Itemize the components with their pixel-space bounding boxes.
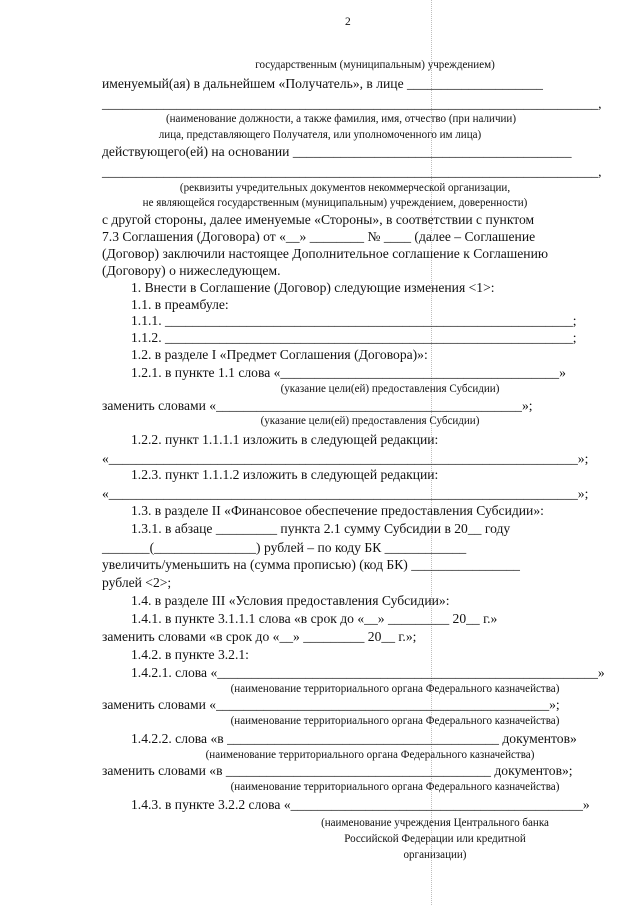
text-line: действующего(ей) на основании _________________________________________ (102, 144, 572, 159)
blank-line: _________________________________________________________________________, (102, 164, 602, 179)
text-line: _______(_______________) рублей – по коду БК ____________ (102, 540, 467, 555)
text-line: заменить словами «в _______________________________________ документов»; (102, 763, 573, 778)
text-line: заменить словами «в срок до «__» _________ 20__ г.»; (102, 629, 417, 644)
clause-1-4-3: 1.4.3. в пункте 3.2.2 слова «___________________________________________» (131, 797, 590, 812)
caption-line: Российской Федерации или кредитной (344, 833, 526, 845)
caption-line: не являющейся государственным (муниципальным) учреждением, доверенности) (142, 197, 528, 209)
clause-1-2-3: 1.2.3. пункт 1.1.1.2 изложить в следующей редакции: (131, 467, 439, 482)
text-line: рублей <2>; (102, 575, 172, 590)
caption-line: лица, представляющего Получателя, или уполномоченного им лица) (158, 129, 482, 141)
clause-1-4: 1.4. в разделе III «Условия предоставления Субсидии»: (131, 593, 450, 608)
caption-line: (наименование учреждения Центрального банка (321, 817, 549, 829)
caption-line: (наименование территориального органа Федерального казначейства) (230, 683, 560, 695)
clause-1-4-2: 1.4.2. в пункте 3.2.1: (131, 647, 249, 662)
caption-line: (наименование территориального органа Федерального казначейства) (230, 781, 560, 793)
clause-1-2-2: 1.2.2. пункт 1.1.1.1 изложить в следующей редакции: (131, 432, 439, 447)
text-line: увеличить/уменьшить на (сумма прописью) (код БК) ________________ (102, 557, 520, 572)
caption-line: (реквизиты учредительных документов некоммерческой организации, (179, 182, 511, 194)
caption-line: (указание цели(ей) предоставления Субсидии) (280, 383, 500, 395)
clause-1-2: 1.2. в разделе I «Предмет Соглашения (Договора)»: (131, 347, 428, 362)
clause-1-4-1: 1.4.1. в пункте 3.1.1.1 слова «в срок до «__» _________ 20__ г.» (131, 611, 498, 626)
blank-line: _________________________________________________________________________, (102, 96, 602, 111)
clause-1-4-2-2: 1.4.2.2. слова «в ________________________________________ документов» (131, 731, 577, 746)
quote-blank-line: «_____________________________________________________________________»; (102, 486, 589, 501)
caption-line: (наименование территориального органа Федерального казначейства) (205, 749, 535, 761)
clause-1-1-2: 1.1.2. ____________________________________________________________; (131, 330, 577, 345)
text-line: 7.3 Соглашения (Договора) от «__» ________ № ____ (далее – Соглашение (102, 229, 536, 244)
clause-1-3: 1.3. в разделе II «Финансовое обеспечение предоставления Субсидии»: (131, 503, 544, 518)
caption-line: государственным (муниципальным) учреждением) (255, 59, 495, 71)
clause-1-3-1: 1.3.1. в абзаце _________ пункта 2.1 сумму Субсидии в 20__ году (131, 521, 511, 536)
clause-1-1-1: 1.1.1. ____________________________________________________________; (131, 313, 577, 328)
page-number: 2 (345, 16, 351, 28)
text-line: именуемый(ая) в дальнейшем «Получатель», в лице ____________________ (102, 76, 543, 91)
caption-line: (указание цели(ей) предоставления Субсидии) (260, 415, 480, 427)
clause-1-2-1: 1.2.1. в пункте 1.1 слова «_________________________________________» (131, 365, 566, 380)
clause-1-4-2-1: 1.4.2.1. слова «________________________________________________________» (131, 665, 605, 680)
text-line: с другой стороны, далее именуемые «Стороны», в соответствии с пунктом (102, 212, 535, 227)
text-line: (Договору) о нижеследующем. (102, 263, 281, 278)
caption-line: организации) (403, 849, 467, 861)
text-line: заменить словами «_________________________________________________»; (102, 697, 560, 712)
quote-blank-line: «_____________________________________________________________________»; (102, 451, 589, 466)
caption-line: (наименование территориального органа Федерального казначейства) (230, 715, 560, 727)
clause-1-1: 1.1. в преамбуле: (131, 297, 229, 312)
text-line: (Договор) заключили настоящее Дополнительное соглашение к Соглашению (102, 246, 549, 261)
caption-line: (наименование должности, а также фамилия, имя, отчество (при наличии) (165, 113, 517, 125)
clause-1: 1. Внести в Соглашение (Договор) следующие изменения <1>: (131, 280, 495, 295)
text-line: заменить словами «_____________________________________________»; (102, 398, 533, 413)
